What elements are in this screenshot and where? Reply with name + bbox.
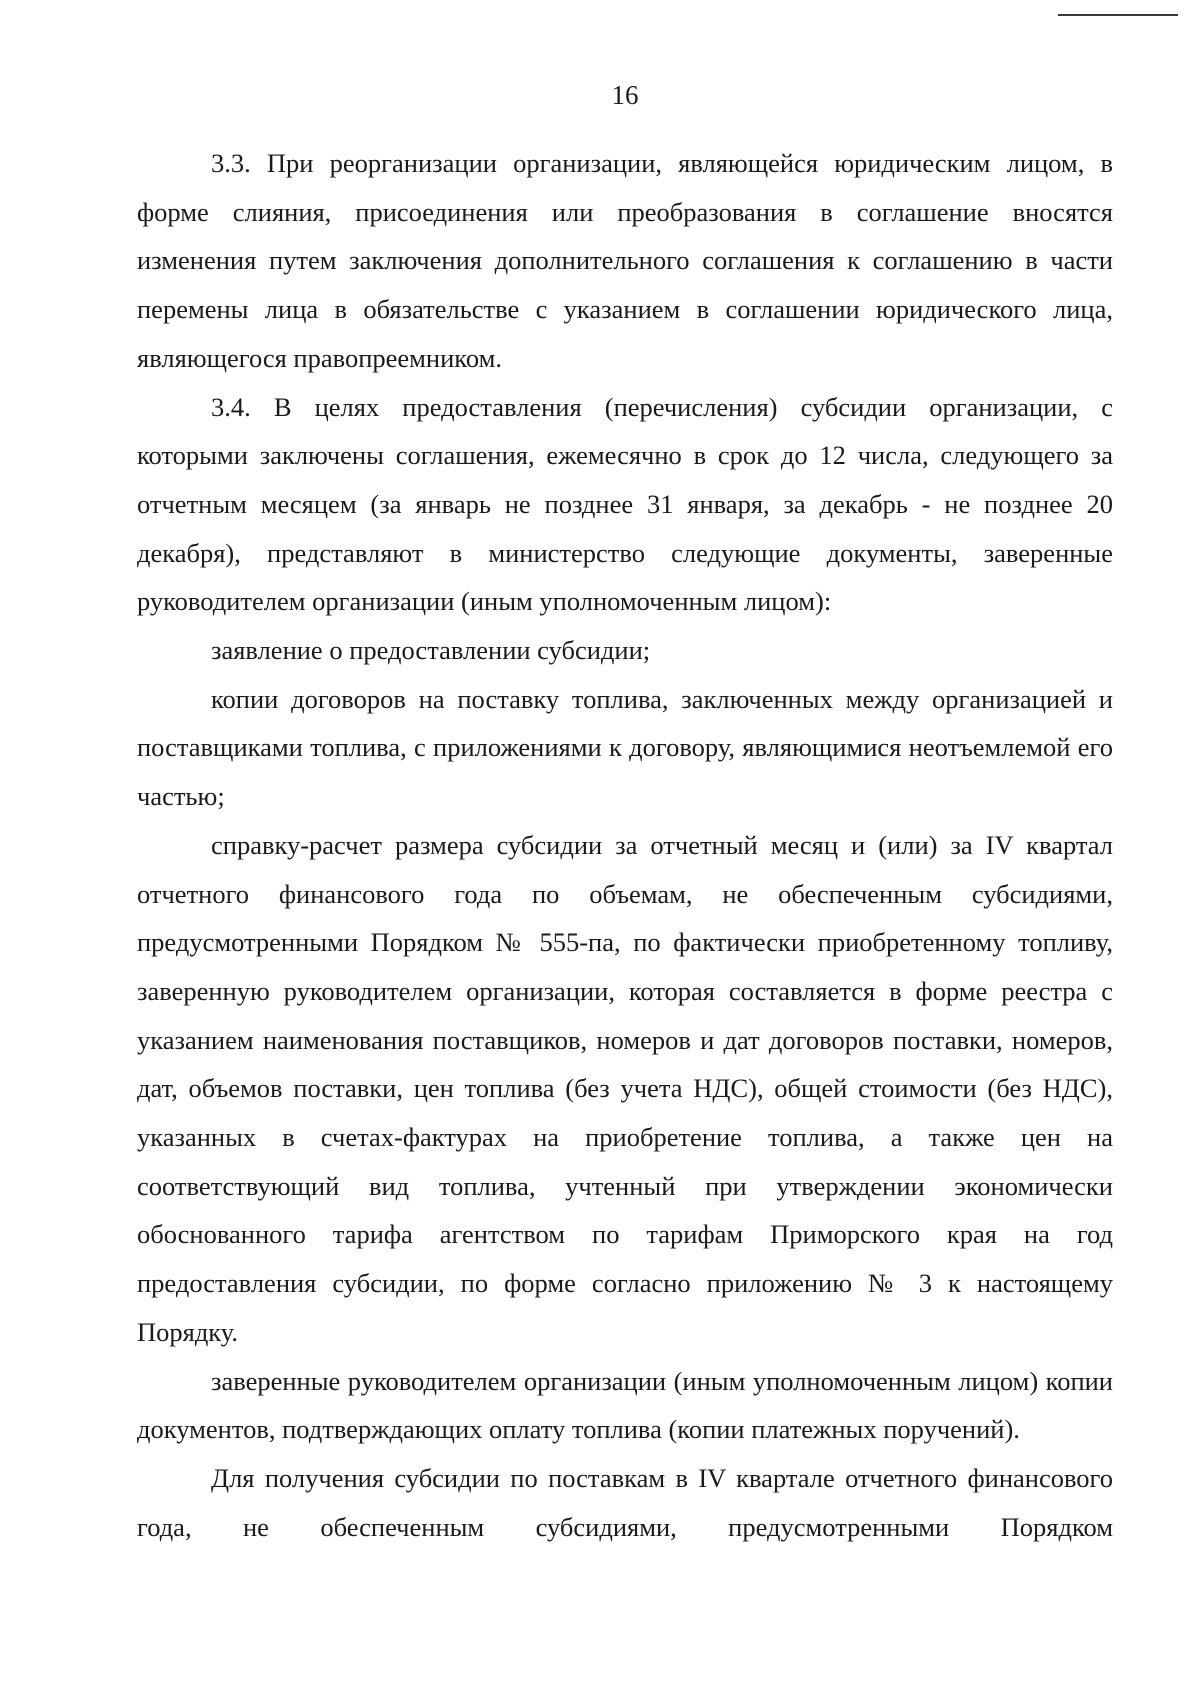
page-number: 16 (611, 80, 639, 110)
paragraph-calculation: справку-расчет размера субсидии за отчетный месяц и (или) за IV квартал отчетного финансового года по объемам, не обеспеченным субсидиями, предусмотренными Порядком № 555-па, по фактически приобретенному топливу, заверенную руководителем организации, которая составляется в форме реестра с указанием наименования поставщиков, номеров и дат договоров поставки, номеров, дат, объемов поставки, цен топлива (без учета НДС), общей стоимости (без НДС), указанных в счетах-фактурах на приобретение топлива, а также цен на соответствующий вид топлива, учтенный при утверждении экономически обоснованного тарифа агентством по тарифам Приморского края на год предоставления субсидии, по форме согласно приложению № 3 к настоящему Порядку. (137, 829, 1113, 1347)
paragraph-q4: Для получения субсидии по поставкам в IV квартале отчетного финансового года, не обеспеченным субсидиями, предусмотренными Порядком (137, 1462, 1113, 1542)
paragraph-contracts: копии договоров на поставку топлива, заключенных между организацией и поставщиками топлива, с приложениями к договору, являющимися неотъемлемой его частью; (137, 683, 1113, 812)
document-body (137, 139, 1113, 1551)
paragraph-3-4: 3.4. В целях предоставления (перечисления) субсидии организации, с которыми заключены соглашения, ежемесячно в срок до 12 числа, следующего за отчетным месяцем (за январь не позднее 31 января, за декабрь - не позднее 20 декабря), представляют в министерство следующие документы, заверенные руководителем организации (иным уполномоченным лицом): (137, 391, 1113, 617)
paragraph-payment-copies: заверенные руководителем организации (иным уполномоченным лицом) копии документов, подтверждающих оплату топлива (копии платежных поручений). (137, 1365, 1113, 1445)
paragraph-3-3: 3.3. При реорганизации организации, являющейся юридическим лицом, в форме слияния, присоединения или преобразования в соглашение вносятся изменения путем заключения дополнительного соглашения к соглашению в части перемены лица в обязательстве с указанием в соглашении юридического лица, являющегося правопреемником. (137, 148, 1113, 373)
top-rule (1058, 14, 1178, 16)
paragraph-statement: заявление о предоставлении субсидии; (211, 635, 651, 666)
